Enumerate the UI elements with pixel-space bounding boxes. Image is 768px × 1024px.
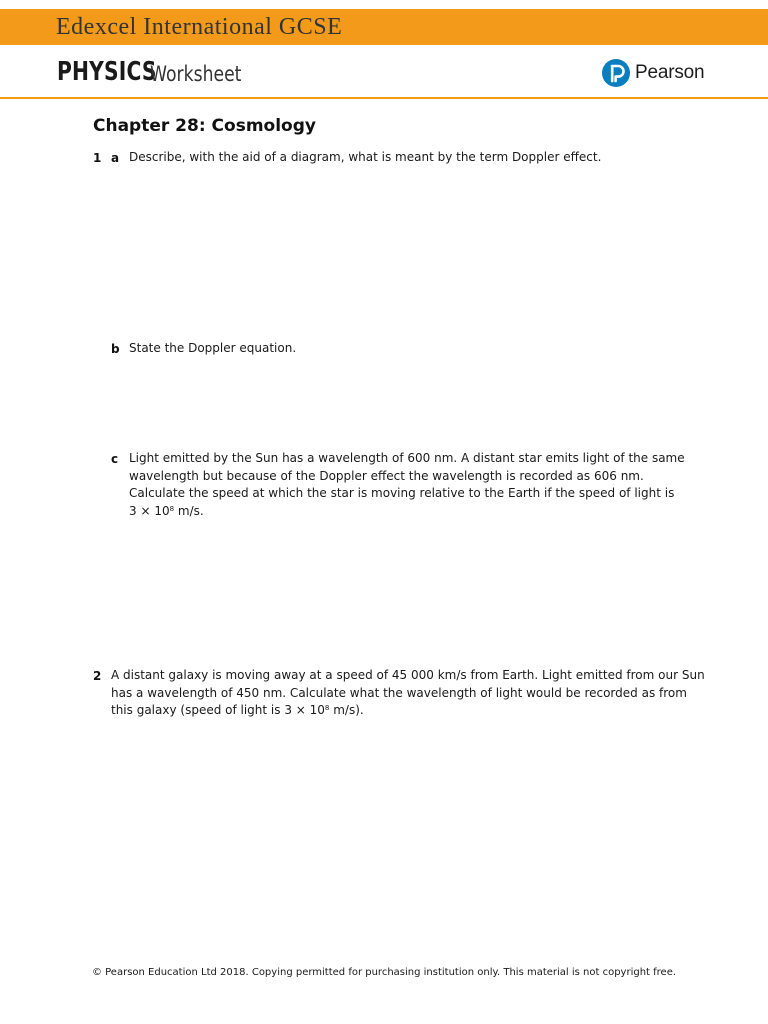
question-number: 2: [93, 669, 102, 683]
text-line: State the Doppler equation.: [129, 341, 297, 355]
exponent: 8: [324, 704, 330, 712]
subject-title: PHYSICS: [57, 57, 157, 87]
answer-space-1a[interactable]: [129, 175, 689, 335]
pearson-brand: [602, 58, 704, 88]
text-line: A distant galaxy is moving away at a speed of 45 000 km/s from Earth. Light emitted from our Sun: [111, 668, 705, 682]
header-divider: [0, 97, 768, 99]
question-1a-text: [129, 149, 601, 167]
text-line: wavelength but because of the Doppler effect the wavelength is recorded as 606 nm.: [129, 468, 644, 483]
part-label: a: [111, 151, 120, 165]
brand-name: Pearson: [635, 62, 705, 83]
exponent: 8: [169, 504, 175, 513]
question-number: 1: [93, 151, 102, 165]
question-1c-text: [129, 450, 685, 520]
copyright-footer: © Pearson Education Ltd 2018. Copying permitted for purchasing institution only. This material is not copyright free.: [91, 967, 677, 978]
text-line: has a wavelength of 450 nm. Calculate what the wavelength of light would be recorded as from: [111, 685, 687, 700]
doc-type-label: Worksheet: [150, 62, 242, 86]
band-title: Edexcel International GCSE: [56, 14, 343, 40]
question-1b-text: [129, 340, 296, 358]
text-line: this galaxy (speed of light is $3 \times 10^8$ m/s).: [111, 703, 364, 717]
part-label: b: [111, 342, 120, 356]
text-line: Calculate the speed at which the star is moving relative to the Earth if the speed of light is: [129, 486, 675, 500]
subject-row: [57, 57, 242, 87]
text-line: Light emitted by the Sun has a wavelength of 600 nm. A distant star emits light of the same: [129, 451, 685, 465]
chapter-title: Chapter 28: Cosmology: [93, 116, 316, 136]
answer-space-2[interactable]: [111, 730, 671, 950]
text-line: $3 \times 10^8$ m/s.: [129, 503, 204, 518]
question-2-text: [111, 667, 705, 720]
pearson-logo-icon: [602, 59, 630, 87]
answer-space-1b[interactable]: [129, 365, 689, 445]
answer-space-1c[interactable]: [129, 530, 689, 655]
text-line: Describe, with the aid of a diagram, what is meant by the term Doppler effect.: [129, 150, 602, 164]
part-label: c: [111, 452, 119, 466]
